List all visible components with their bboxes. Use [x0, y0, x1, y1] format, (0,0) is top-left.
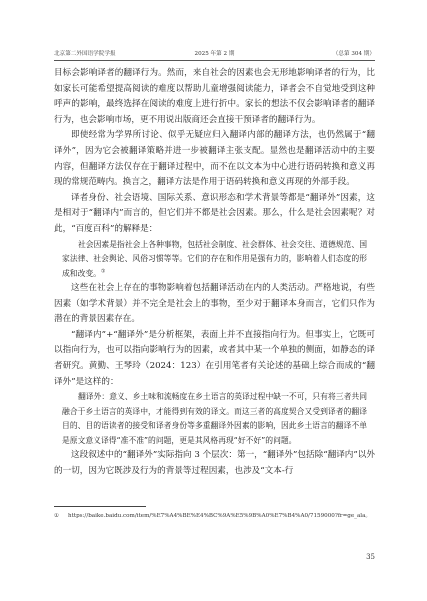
paragraph: 这些在社会上存在的事物影响着包括翻译活动在内的人类活动。严格地说，有些因素（如学术背景）并不完全是社会上的事物，至少对于翻译本身而言，它们只作为潜在的背景因素存在。	[54, 283, 375, 325]
body-text	[54, 66, 375, 479]
block-quote	[54, 238, 375, 282]
block-quote: 翻译外：意义、乡土味和流畅度在乡土语言的英译过程中缺一不可，只有将三者共同融合于乡土语言的英译中，才能得到有效的译文。而这三者的高度契合又受到译者的翻译目的、目的语读者的接受和译者身份等多重翻译外因素的影响，因此乡土语言的翻译不单是原文意义译得“准不准”的问题，更是其风格再现“好不好”的问题。	[62, 392, 367, 445]
footnote-mark: ①	[54, 513, 60, 519]
page-number: 35	[366, 553, 375, 561]
paragraph: 这段叙述中的“翻译外”实际指向 3 个层次：第一，“翻译外”包括除“翻译内”以外的一切，因为它既涉及行为的背景等过程因素，也涉及“文本-行	[54, 450, 375, 476]
footnote-divider	[54, 506, 146, 507]
running-header	[54, 48, 375, 61]
footnote	[54, 511, 375, 521]
document-page	[54, 0, 375, 601]
paragraph: 即使经常为学界所讨论、似乎无疑应归入翻译内部的翻译方法，也仍然属于“翻译外”，因为它会被翻译策略并进一步被翻译主张支配。显然也是翻译活动中的主要内容，但翻译方法仅存在于翻译过程中，而不在以文本为中心进行语码转换和意义再现的常规范畴内。换言之，翻译方法是作用于语码转换和意义再现的外部手段。	[54, 130, 375, 188]
journal-name: 北京第二外国语学院学报	[54, 51, 116, 57]
total-issue: （总第 304 期）	[332, 51, 375, 57]
paragraph: “翻译内”+“翻译外”是分析框架，表面上并不直接指向行为。但事实上，它既可以指向行为，也可以指向影响行为的因素，或者其中某一个单独的侧面，如静态的译者研究。黄勤、王琴玲（2024：123）在引用笔者有关论述的基础上综合而成的“翻译外”是这样的：	[54, 329, 375, 387]
issue-number: 2025 年第 2 期	[194, 51, 235, 57]
footnote-reference[interactable]: ①	[100, 267, 106, 274]
footnote-link[interactable]: https://baike.baidu.com/item/%E7%A4%BE%E4%BC%9A%E5%9B%A0%E7%B4%A0/7159000?fr=ge_ala。	[68, 513, 372, 519]
paragraph: 目标会影响译者的翻译行为。然而，来自社会的因素也会无形地影响译者的行为，比如家长可能希望提高阅读的难度以帮助儿童增强阅读能力，译者会不自觉地受到这种呼声的影响，最终选择在阅读的难度上进行折中。家长的想法不仅会影响译者的翻译行为，也会影响市场，更不用说出版商还会直接干预译者的翻译行为。	[54, 68, 375, 125]
quote-text: 社会因素是指社会上各种事物，包括社会制度、社会群体、社会交往、道德规范、国家法律、社会舆论、风俗习惯等等。它们的存在和作用是强有力的，影响着人们态度的形成和改变。	[62, 239, 367, 278]
paragraph: 译者身份、社会语境、国际关系、意识形态和学术背景等都是“翻译外”因素，这是相对于“翻译内”而言的，但它们并不都是社会因素。那么，什么是社会因素呢？对此，“百度百科”的解释是：	[54, 192, 375, 234]
